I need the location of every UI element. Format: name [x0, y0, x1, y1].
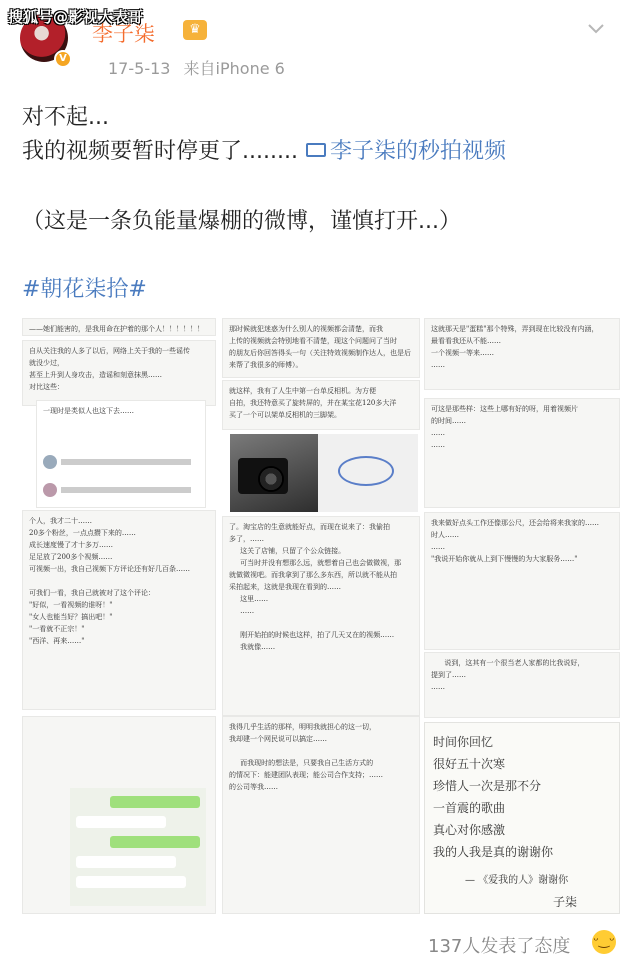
panel-1-body [22, 510, 216, 710]
post-meta [108, 56, 293, 79]
panel-3-body [424, 512, 620, 650]
panel-2-camera [222, 380, 420, 430]
post-text-line-1: 对不起... [22, 105, 109, 130]
hashtag-link[interactable]: #朝花柒拾# [22, 277, 147, 302]
panel-3-mid [424, 398, 620, 508]
panel-1-intro-text: 自从关注我的人多了以后，网络上关于我的一些谣传 就没少过， 甚至上升到人身攻击，造谣和刻意抹黑…… 对比这些： [29, 347, 190, 391]
panel-1-header [22, 318, 216, 336]
panel-1-screenshot-text: 一现时是类似人也这下去…… [43, 407, 134, 415]
crown-icon: ♛ [183, 20, 207, 40]
video-link[interactable]: 李子柒的秒拍视频 [329, 139, 506, 164]
watermark: 搜狐号@影视大表哥 [8, 8, 144, 26]
panel-2-body [222, 516, 420, 716]
video-icon [306, 143, 326, 157]
grin-emoji-icon[interactable]: ᵕ‿ᵕ [592, 930, 616, 954]
hand-line-3: 珍惜人一次是那不分 [433, 779, 542, 793]
panel-3-mid-text: 可这是那些样：这些上哪有好的呀，用着视频片 的时间…… …… …… [431, 405, 578, 449]
panel-2-camera-text: 就这样，我有了人生中第一台单反相机。为方便 自拍，我还特意买了旋转屏的，并在某宝花120多大洋 买了一个可以架单反相机的三脚架。 [229, 387, 397, 419]
chevron-down-icon[interactable] [586, 18, 606, 38]
hand-line-1: 时间你回忆 [433, 735, 494, 749]
hand-line-6: 我的人我是真的谢谢你 [433, 845, 554, 859]
panel-1-screenshot [36, 400, 206, 508]
panel-3-intro [424, 318, 620, 390]
post-date: 17-5-13 [108, 59, 171, 78]
panel-3-intro-text: 这就那天是"蛋糕"那个特殊，弄到现在比较没有内涵， 最看看我还从不能…… 一个视频一等来…… …… [431, 325, 599, 369]
hand-signature: 子柒 [553, 895, 578, 909]
chat-screenshot [70, 788, 206, 906]
panel-2-bottom-text: 我得几乎生活的那样，明明我就担心的这一切， 我却建一个网民说可以搞定…… 而我现时的想法是，只要我自己生活方式的 的情况下：能建团队表现；能公司合作支持；…… 的公司等我…… [229, 723, 383, 791]
author-name[interactable]: 李子柒 [92, 22, 155, 46]
panel-2-intro-text: 那时候就犯迷惑为什么别人的视频都会清楚，而我 上传的视频就会特别地看不清楚，现这个问题问了当时 的朋友后你回答得头一句（关注特效视频制作达人，也是后 来帮了我很多的师傅）。 [229, 325, 411, 369]
post-text-line-3: （这是一条负能量爆棚的微博，谨慎打开...） [22, 209, 461, 234]
post-text-line-2-text: 我的视频要暂时停更了........ [22, 139, 298, 164]
panel-3-bottom [424, 652, 620, 718]
hand-line-2: 很好五十次寒 [433, 757, 506, 771]
panel-2-body-text: 了。淘宝店的生意就能好点，而现在说来了：我偷拍 多了，…… 这关了店铺，只留了个公众链接。 可当时并没有想那么远，就想着自己也会做微视，那 就做微视吧。而我拿到了那么多东西，所以就不能从拍 采拍起来，这就是我现在看到的…… 这里…… …… 刚开始拍的时候也这样，拍了几天又在的视频…… 我就像…… [229, 523, 402, 651]
panel-2-bottom [222, 716, 420, 914]
handwritten-note [424, 722, 620, 914]
hand-line-4: 一首震的歌曲 [433, 801, 506, 815]
reaction-count[interactable]: 137人发表了态度 [428, 936, 571, 957]
panel-3-body-text: 我来做好点头工作还像那公尺，还会给将来我家的…… 时人…… …… "我说开始你就从上到下慢慢的为大家服务……" [431, 519, 599, 563]
panel-1-body-text: 个人，我才二十…… 20多个粉丝，一点点攒下来的…… 成长速度慢了才十多万…… 足足放了200多个视频…… 可视频一出，我自己视频下方评论还有好几百条…… 可我们一看，我自己就被对了这个评论： "好似，一看视频的谁呀！" "女人也能当好？搞出吧！" "一看就不正宗！" "西洋、再来……" [29, 517, 190, 645]
panel-1-intro [22, 340, 216, 406]
panel-2-intro [222, 318, 420, 378]
post-source: 来自iPhone 6 [183, 59, 285, 78]
receipt-screenshot [318, 434, 418, 512]
panel-3-bottom-text: 说到，这其有一个很当老人家都的比我说好， 提到了…… …… [431, 659, 585, 691]
camera-lens [258, 466, 284, 492]
verified-badge-icon: V [54, 50, 72, 68]
hand-line-7: — 《爱我的人》谢谢你 [465, 875, 569, 886]
post-text-line-2 [22, 134, 506, 165]
panel-1-header-text: ——她们能害的，是我用命在护着的那个人！！！！！！ [29, 325, 204, 333]
hand-line-5: 真心对你感激 [433, 823, 506, 837]
